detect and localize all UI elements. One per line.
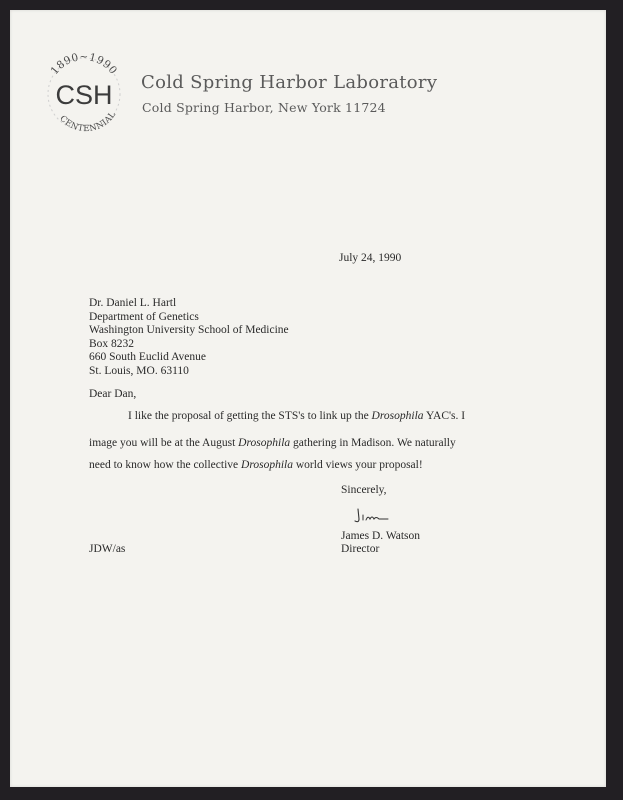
body-line-2-italic: Drosophila (238, 437, 291, 449)
signer-name: James D. Watson (341, 530, 421, 542)
recipient-institution: Washington University School of Medicine (89, 324, 289, 336)
recipient-address-block (89, 297, 289, 378)
seal-initials: CSH (55, 80, 113, 110)
body-line-1-italic: Drosophila (371, 410, 424, 422)
handwritten-signature (352, 506, 392, 526)
body-line-1-text-a: I like the proposal of getting the STS's to link up the (128, 410, 372, 422)
seal-years: 1890~1990 (48, 51, 120, 77)
body-line-1-text-b: YAC's. I (423, 410, 466, 422)
organization-name: Cold Spring Harbor Laboratory (141, 72, 438, 93)
csh-centennial-seal (38, 44, 130, 136)
svg-text:1890~1990 (49, 51, 120, 77)
body-line-3 (89, 459, 423, 472)
recipient-city: St. Louis, MO. 63110 (89, 364, 189, 377)
recipient-street: 660 South Euclid Avenue (89, 351, 207, 363)
typist-initials: JDW/as (89, 543, 126, 555)
signer-title: Director (341, 543, 380, 555)
seal-centennial-text: CENTENNIAL (57, 109, 119, 135)
svg-text:CENTENNIAL (57, 110, 118, 134)
body-line-2-text-a: image you will be at the August (89, 437, 239, 449)
body-line-3-italic: Drosophila (241, 459, 293, 471)
letter-sheet (10, 10, 606, 787)
recipient-department: Department of Genetics (89, 310, 199, 323)
organization-address: Cold Spring Harbor, New York 11724 (142, 100, 386, 115)
body-line-1 (128, 410, 465, 423)
salutation: Dear Dan, (89, 388, 137, 400)
recipient-box: Box 8232 (89, 337, 135, 350)
closing: Sincerely, (341, 484, 387, 496)
body-line-2-text-b: gathering in Madison. We naturally (290, 437, 456, 449)
letter-date: July 24, 1990 (339, 252, 402, 264)
recipient-name: Dr. Daniel L. Hartl (89, 297, 177, 309)
body-line-2 (89, 437, 456, 450)
body-line-3-text-b: world views your proposal! (293, 459, 423, 471)
body-line-3-text-a: need to know how the collective (89, 459, 242, 471)
